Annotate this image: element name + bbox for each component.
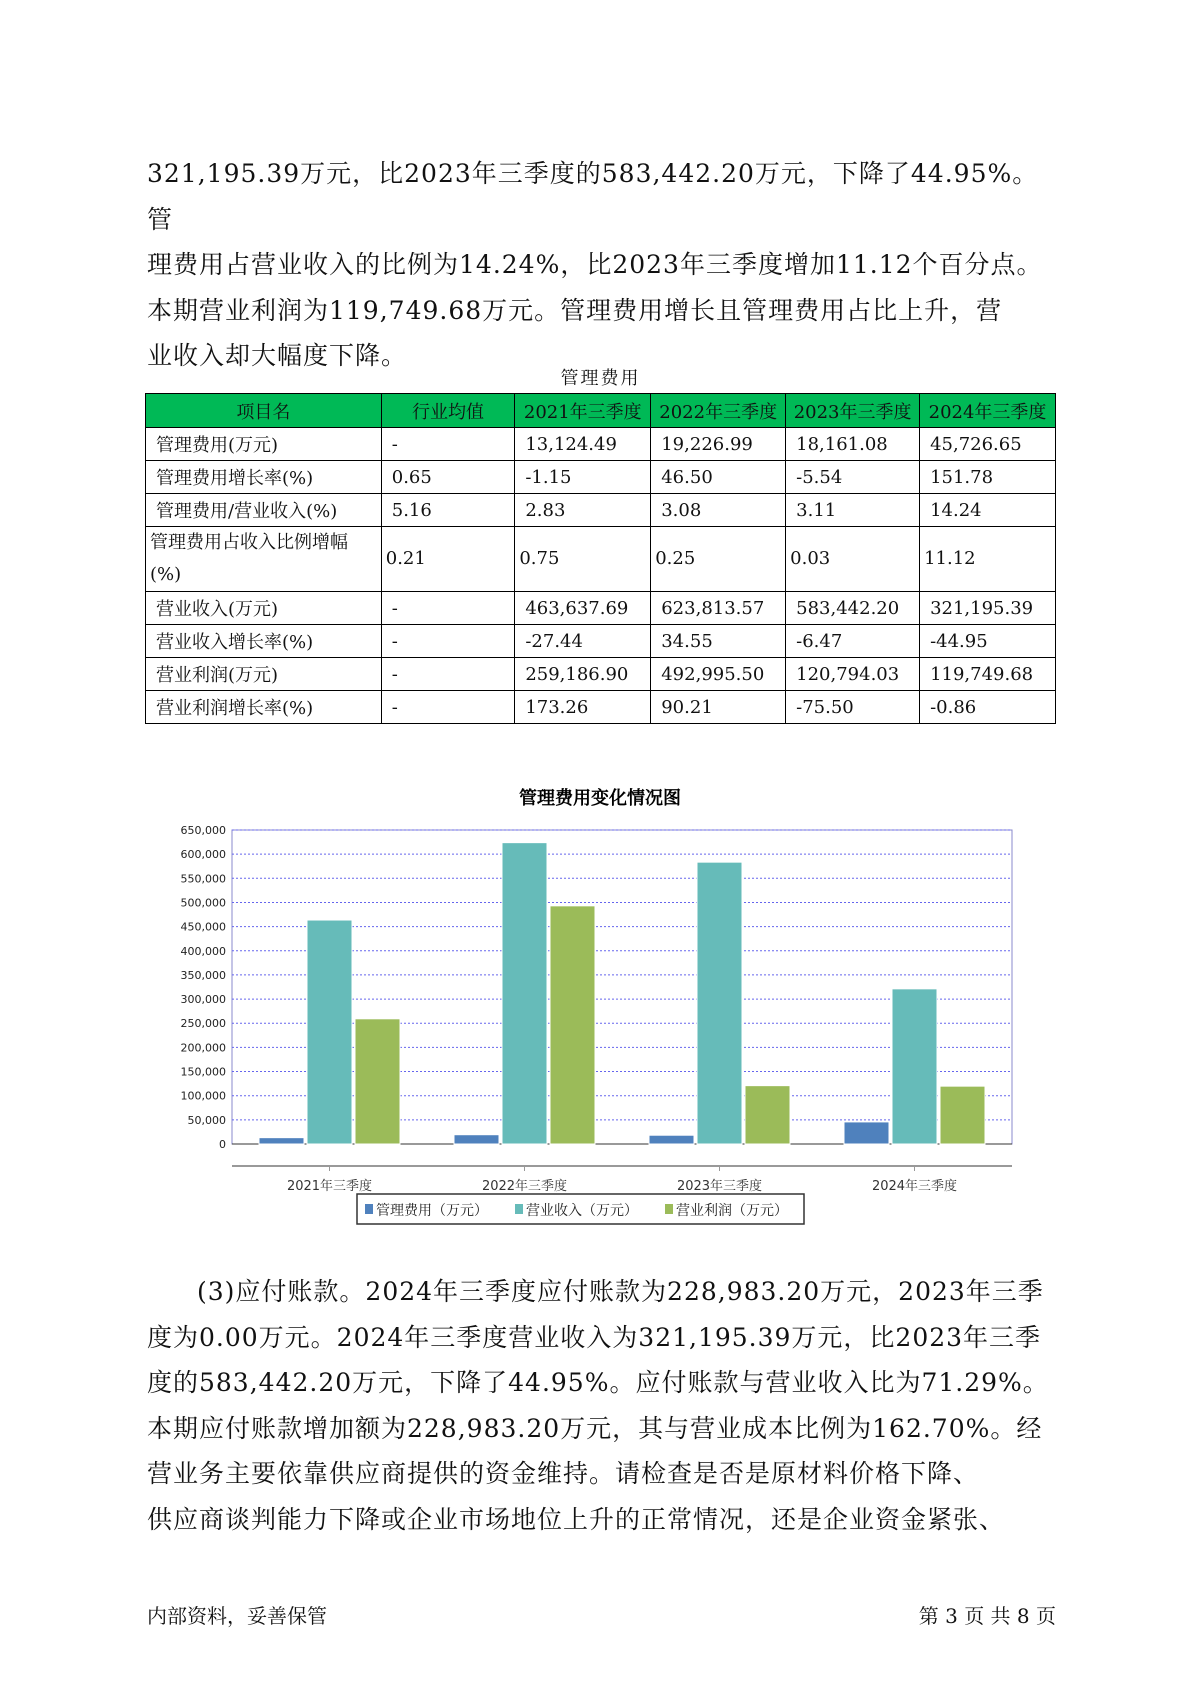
footer-page-number: 第 3 页 共 8 页 [918, 1604, 1056, 1628]
x-tick-label: 2022年三季度 [481, 1179, 568, 1194]
bar-1 [892, 989, 937, 1144]
table-cell: 151.78 [920, 461, 1056, 494]
bar-1 [307, 920, 352, 1144]
table-cell: 321,195.39 [920, 592, 1056, 625]
table-cell: 119,749.68 [920, 658, 1056, 691]
bar-1 [502, 843, 547, 1144]
table-row [146, 658, 1056, 691]
text-line: 本期营业利润为119,749.68万元。管理费用增长且管理费用占比上升，营 [147, 295, 1003, 325]
bar-2 [940, 1086, 985, 1144]
admin-expense-table [145, 393, 1056, 724]
legend-swatch-0 [365, 1204, 373, 1214]
table-cell: 45,726.65 [920, 428, 1056, 461]
y-tick-label: 600,000 [180, 848, 226, 862]
table-cell: 583,442.20 [786, 592, 920, 625]
table-cell: 492,995.50 [651, 658, 786, 691]
column-header: 2024年三季度 [920, 394, 1056, 428]
y-tick-label: 0 [219, 1138, 226, 1151]
table-row [146, 494, 1056, 527]
text-line: (3)应付账款。2024年三季度应付账款为228,983.20万元，2023年三季 [197, 1277, 1044, 1306]
table-cell: 623,813.57 [651, 592, 786, 625]
y-tick-label: 500,000 [180, 896, 226, 910]
legend-swatch-1 [515, 1204, 523, 1214]
bar-2 [745, 1086, 790, 1144]
table-cell: - [381, 428, 515, 461]
table-cell: 19,226.99 [651, 428, 786, 461]
paragraph-accounts-payable [147, 1269, 1059, 1542]
legend-swatch-2 [665, 1204, 673, 1214]
table-row [146, 527, 1056, 592]
column-header: 2022年三季度 [651, 394, 786, 428]
table-cell: - [381, 592, 515, 625]
legend-label: 管理费用（万元） [376, 1203, 488, 1219]
bar-2 [355, 1019, 400, 1144]
bar-0 [454, 1135, 499, 1144]
y-tick-label: 200,000 [180, 1041, 226, 1055]
column-header: 项目名 [146, 394, 382, 428]
row-label: 管理费用占收入比例增幅(%) [146, 527, 382, 592]
table-cell: -75.50 [786, 691, 920, 724]
y-tick-label: 550,000 [180, 872, 226, 886]
table-cell: 14.24 [920, 494, 1056, 527]
bar-1 [697, 862, 742, 1144]
table-cell: -27.44 [515, 625, 651, 658]
row-label: 管理费用增长率(%) [146, 461, 382, 494]
table-cell: 0.21 [381, 527, 515, 592]
table-cell: 0.25 [651, 527, 786, 592]
y-tick-label: 250,000 [180, 1017, 226, 1031]
text-line: 本期应付账款增加额为228,983.20万元，其与营业成本比例为162.70%。经 [147, 1413, 1043, 1443]
table-row [146, 691, 1056, 724]
table-cell: 46.50 [651, 461, 786, 494]
column-header: 行业均值 [381, 394, 515, 428]
column-header: 2023年三季度 [786, 394, 920, 428]
y-tick-label: 450,000 [180, 920, 226, 934]
y-tick-label: 50,000 [187, 1113, 226, 1127]
table-cell: 0.03 [786, 527, 920, 592]
row-label: 营业收入(万元) [146, 592, 382, 625]
table-cell: - [381, 691, 515, 724]
table-cell: - [381, 625, 515, 658]
table-cell: 3.11 [786, 494, 920, 527]
row-label: 营业利润(万元) [146, 658, 382, 691]
admin-expense-bar-chart [160, 770, 1040, 1230]
legend-label: 营业利润（万元） [676, 1203, 788, 1219]
table-row [146, 428, 1056, 461]
table-cell: 120,794.03 [786, 658, 920, 691]
chart-title: 管理费用变化情况图 [519, 788, 681, 809]
column-header: 2021年三季度 [515, 394, 651, 428]
table-cell: 0.75 [515, 527, 651, 592]
y-tick-label: 100,000 [180, 1089, 226, 1103]
table-cell: -0.86 [920, 691, 1056, 724]
y-tick-label: 400,000 [180, 944, 226, 958]
table-cell: 18,161.08 [786, 428, 920, 461]
text-line: 业收入却大幅度下降。 [147, 341, 408, 370]
row-label: 管理费用/营业收入(%) [146, 494, 382, 527]
row-label: 营业收入增长率(%) [146, 625, 382, 658]
table-row [146, 625, 1056, 658]
y-tick-label: 350,000 [180, 968, 226, 982]
footer-confidential: 内部资料，妥善保管 [147, 1604, 327, 1628]
table-row [146, 592, 1056, 625]
text-line: 321,195.39万元，比2023年三季度的583,442.20万元，下降了44.95%。管 [147, 159, 1039, 234]
row-label: 管理费用(万元) [146, 428, 382, 461]
legend-label: 营业收入（万元） [526, 1203, 638, 1219]
row-label: 营业利润增长率(%) [146, 691, 382, 724]
x-tick-label: 2023年三季度 [676, 1179, 763, 1194]
table-cell: -5.54 [786, 461, 920, 494]
x-tick-label: 2024年三季度 [871, 1179, 958, 1194]
paragraph-admin-expense [147, 151, 1059, 379]
table-cell: 11.12 [920, 527, 1056, 592]
table-cell: -6.47 [786, 625, 920, 658]
table-title: 管理费用 [560, 368, 641, 389]
table-cell: 173.26 [515, 691, 651, 724]
table-cell: 0.65 [381, 461, 515, 494]
y-tick-label: 300,000 [180, 993, 226, 1007]
bar-0 [649, 1135, 694, 1144]
table-cell: 5.16 [381, 494, 515, 527]
table-cell: 3.08 [651, 494, 786, 527]
text-line: 度为0.00万元。2024年三季度营业收入为321,195.39万元，比2023年三季 [147, 1322, 1042, 1352]
text-line: 度的583,442.20万元，下降了44.95%。应付账款与营业收入比为71.29%。 [147, 1368, 1049, 1397]
table-cell: 259,186.90 [515, 658, 651, 691]
table-cell: 13,124.49 [515, 428, 651, 461]
table-cell: 2.83 [515, 494, 651, 527]
y-tick-label: 650,000 [180, 824, 226, 837]
text-line: 营业务主要依靠供应商提供的资金维持。请检查是否是原材料价格下降、 [147, 1459, 980, 1488]
table-cell: - [381, 658, 515, 691]
table-cell: -1.15 [515, 461, 651, 494]
text-line: 供应商谈判能力下降或企业市场地位上升的正常情况，还是企业资金紧张、 [147, 1504, 1006, 1534]
text-line: 理费用占营业收入的比例为14.24%，比2023年三季度增加11.12个百分点。 [147, 250, 1043, 279]
table-header-row [146, 394, 1056, 428]
bar-0 [844, 1122, 889, 1144]
y-tick-label: 150,000 [180, 1065, 226, 1079]
table-cell: 34.55 [651, 625, 786, 658]
table-cell: 463,637.69 [515, 592, 651, 625]
bar-2 [550, 906, 595, 1144]
table-cell: -44.95 [920, 625, 1056, 658]
bar-0 [259, 1138, 304, 1144]
table-row [146, 461, 1056, 494]
x-tick-label: 2021年三季度 [286, 1179, 373, 1194]
table-cell: 90.21 [651, 691, 786, 724]
